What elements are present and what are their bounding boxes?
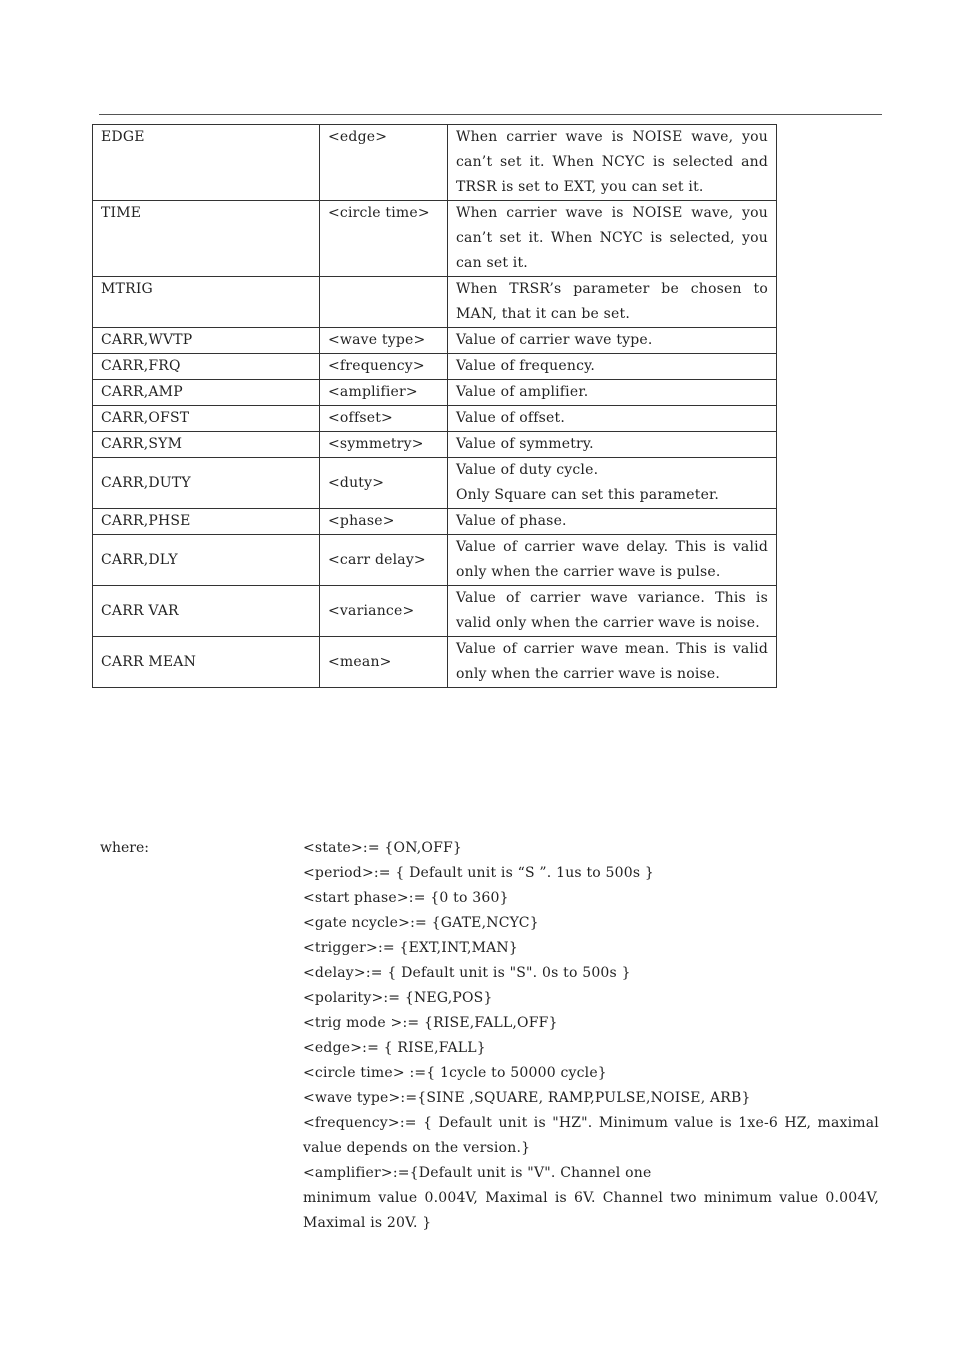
table-row xyxy=(93,380,777,406)
command-param: <symmetry> xyxy=(320,432,448,458)
definition-list xyxy=(303,836,879,1236)
command-description xyxy=(448,458,777,509)
table-row xyxy=(93,406,777,432)
table-row xyxy=(93,432,777,458)
command-name: CARR VAR xyxy=(93,586,320,637)
command-name: CARR MEAN xyxy=(93,637,320,688)
command-description: When TRSR’s parameter be chosen to MAN, that it can be set. xyxy=(448,277,777,328)
command-name: CARR,DLY xyxy=(93,535,320,586)
command-name: CARR,PHSE xyxy=(93,509,320,535)
command-description: When carrier wave is NOISE wave, you can’t set it. When NCYC is selected and TRSR is set to EXT, you can set it. xyxy=(448,125,777,201)
command-description: Value of frequency. xyxy=(448,354,777,380)
command-param: <duty> xyxy=(320,458,448,509)
definition-line: <period>:= { Default unit is “S ”. 1us to 500s } xyxy=(303,865,655,881)
definition-line: <delay>:= { Default unit is "S". 0s to 500s } xyxy=(303,965,631,981)
definition-line: <gate ncycle>:= {GATE,NCYC} xyxy=(303,915,539,931)
table-row xyxy=(93,328,777,354)
definition-line: <trigger>:= {EXT,INT,MAN} xyxy=(303,940,518,956)
table-row xyxy=(93,458,777,509)
command-description: Value of carrier wave delay. This is valid only when the carrier wave is pulse. xyxy=(448,535,777,586)
command-name: CARR,WVTP xyxy=(93,328,320,354)
definition-line: <circle time> :={ 1cycle to 50000 cycle} xyxy=(303,1065,607,1081)
command-name: CARR,OFST xyxy=(93,406,320,432)
command-param: <offset> xyxy=(320,406,448,432)
command-description: Value of amplifier. xyxy=(448,380,777,406)
command-description: Value of phase. xyxy=(448,509,777,535)
command-param xyxy=(320,277,448,328)
command-param: <circle time> xyxy=(320,201,448,277)
definition-line: minimum value 0.004V, Maximal is 6V. Channel two minimum value 0.004V, Maximal is 20V. } xyxy=(303,1190,879,1231)
table-row xyxy=(93,354,777,380)
definition-line: <start phase>:= {0 to 360} xyxy=(303,890,509,906)
parameter-table xyxy=(92,124,777,688)
table-row xyxy=(93,637,777,688)
command-param: <amplifier> xyxy=(320,380,448,406)
definition-line: <polarity>:= {NEG,POS} xyxy=(303,990,493,1006)
command-description: Value of symmetry. xyxy=(448,432,777,458)
header-rule xyxy=(99,114,882,115)
command-name: CARR,FRQ xyxy=(93,354,320,380)
command-param: <frequency> xyxy=(320,354,448,380)
command-name: CARR,SYM xyxy=(93,432,320,458)
table-row xyxy=(93,509,777,535)
command-param: <wave type> xyxy=(320,328,448,354)
definition-line: <frequency>:= { Default unit is "HZ". Minimum value is 1xe-6 HZ, maximal value depends on the version.} xyxy=(303,1115,879,1156)
command-param: <mean> xyxy=(320,637,448,688)
command-description: Value of carrier wave variance. This is valid only when the carrier wave is noise. xyxy=(448,586,777,637)
command-param: <variance> xyxy=(320,586,448,637)
definition-line: <amplifier>:={Default unit is "V". Channel one xyxy=(303,1165,652,1181)
description-line: Value of duty cycle. xyxy=(456,462,599,478)
where-label: where: xyxy=(100,840,149,856)
definition-line: <trig mode >:= {RISE,FALL,OFF} xyxy=(303,1015,558,1031)
command-name: EDGE xyxy=(93,125,320,201)
command-param: <carr delay> xyxy=(320,535,448,586)
command-name: CARR,AMP xyxy=(93,380,320,406)
definition-line: <state>:= {ON,OFF} xyxy=(303,840,463,856)
command-name: MTRIG xyxy=(93,277,320,328)
command-param: <phase> xyxy=(320,509,448,535)
description-line: Only Square can set this parameter. xyxy=(456,487,720,503)
table-row xyxy=(93,201,777,277)
table-row xyxy=(93,535,777,586)
command-description: Value of carrier wave mean. This is valid only when the carrier wave is noise. xyxy=(448,637,777,688)
table-row xyxy=(93,586,777,637)
command-description: When carrier wave is NOISE wave, you can’t set it. When NCYC is selected, you can set it. xyxy=(448,201,777,277)
command-description: Value of offset. xyxy=(448,406,777,432)
definition-line: <edge>:= { RISE,FALL} xyxy=(303,1040,486,1056)
table-row xyxy=(93,125,777,201)
command-param: <edge> xyxy=(320,125,448,201)
definition-line: <wave type>:={SINE ,SQUARE, RAMP,PULSE,NOISE, ARB} xyxy=(303,1090,751,1106)
command-description: Value of carrier wave type. xyxy=(448,328,777,354)
table-row xyxy=(93,277,777,328)
command-name: TIME xyxy=(93,201,320,277)
command-name: CARR,DUTY xyxy=(93,458,320,509)
